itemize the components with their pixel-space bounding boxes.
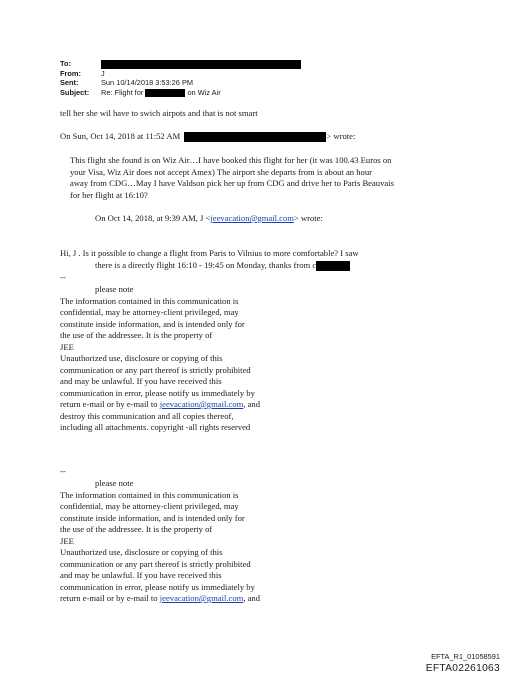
sent-value: Sun 10/14/2018 3:53:26 PM bbox=[101, 78, 194, 88]
disclaimer-line: constitute inside information, and is intended only for bbox=[60, 318, 245, 329]
bates-reference-small: EFTA_R1_01058591 bbox=[431, 652, 500, 661]
disclaimer-line: confidential, may be attorney-client privileged, may bbox=[60, 307, 239, 317]
sent-label: Sent: bbox=[60, 78, 79, 88]
disclaimer-mail-line: return e-mail or by e-mail to jeevacation@gmail.com, and bbox=[60, 593, 261, 603]
reply-line: tell her she wil have to swich airpots and that is not smart bbox=[60, 108, 258, 118]
para1-line-1: This flight she found is on Wiz Air…I have booked this flight for her (it was 100.43 Euros on bbox=[70, 155, 392, 165]
para1-line-2: your Visa, Wiz Air does not accept Amex) The airport she departs from is about an hour bbox=[70, 166, 372, 177]
signature-dashes: -- bbox=[60, 466, 66, 476]
disclaimer-line: destroy this communication and all copies thereof, bbox=[60, 410, 234, 421]
subject-prefix: Re: Flight for bbox=[101, 87, 144, 97]
disclaimer-line: Unauthorized use, disclosure or copying of this bbox=[60, 547, 223, 557]
para1-line-4: for her flight at 16:10? bbox=[70, 189, 148, 200]
disclaimer-line: and may be unlawful. If you have received this bbox=[60, 376, 222, 386]
redaction-bar bbox=[101, 60, 301, 69]
disclaimer-line: communication in error, please notify us immediately by bbox=[60, 387, 255, 398]
para2-line-1: Hi, J . Is it possible to change a flight from Paris to Vilnius to more comfortable? I saw bbox=[60, 248, 359, 258]
disclaimer-line: constitute inside information, and is intended only for bbox=[60, 512, 245, 523]
from-value: J bbox=[101, 68, 105, 78]
disclaimer-line: Unauthorized use, disclosure or copying of this bbox=[60, 353, 223, 363]
from-label: From: bbox=[60, 68, 81, 78]
email-link[interactable]: jeevacation@gmail.com bbox=[210, 213, 294, 223]
redaction-bar bbox=[316, 261, 350, 271]
disclaimer-line: JEE bbox=[60, 535, 74, 546]
quote1-intro: On Sun, Oct 14, 2018 at 11:52 AM > wrote: bbox=[60, 131, 356, 141]
disclaimer-line: the use of the addressee. It is the property of bbox=[60, 524, 213, 534]
subject-suffix: on Wiz Air bbox=[187, 87, 221, 97]
disclaimer-line: and may be unlawful. If you have received this bbox=[60, 570, 222, 580]
disclaimer-line: communication in error, please notify us immediately by bbox=[60, 581, 255, 592]
please-note: please note bbox=[95, 284, 134, 294]
disclaimer-line: communication or any part thereof is strictly prohibited bbox=[60, 558, 251, 569]
quote2-intro: On Oct 14, 2018, at 9:39 AM, J <jeevacation@gmail.com> wrote: bbox=[95, 213, 323, 223]
email-link[interactable]: jeevacation@gmail.com bbox=[159, 593, 244, 603]
signature-dashes: -- bbox=[60, 272, 66, 282]
para2-line-2: there is a directly flight 16:10 - 19:45 on Monday, thanks from c bbox=[95, 260, 350, 271]
disclaimer-line: confidential, may be attorney-client privileged, may bbox=[60, 501, 239, 511]
to-label: To: bbox=[60, 59, 71, 68]
subject-label: Subject: bbox=[60, 87, 90, 97]
disclaimer-line: The information contained in this communication is bbox=[60, 295, 239, 306]
disclaimer-line: JEE bbox=[60, 341, 74, 352]
para1-line-3: away from CDG…May I have Valdson pick her up from CDG and drive her to Paris Beauvais bbox=[70, 178, 394, 188]
disclaimer-line: The information contained in this communication is bbox=[60, 489, 239, 500]
disclaimer-line: communication or any part thereof is strictly prohibited bbox=[60, 364, 251, 375]
disclaimer-line: the use of the addressee. It is the property of bbox=[60, 330, 213, 340]
redaction-bar bbox=[184, 132, 326, 142]
disclaimer-mail-line: return e-mail or by e-mail to jeevacation@gmail.com, and bbox=[60, 399, 261, 409]
redaction-bar bbox=[145, 89, 185, 97]
bates-reference-large: EFTA02261063 bbox=[425, 663, 500, 674]
disclaimer-line: including all attachments. copyright -all rights reserved bbox=[60, 422, 251, 432]
please-note: please note bbox=[95, 478, 134, 488]
email-link[interactable]: jeevacation@gmail.com bbox=[159, 399, 244, 409]
